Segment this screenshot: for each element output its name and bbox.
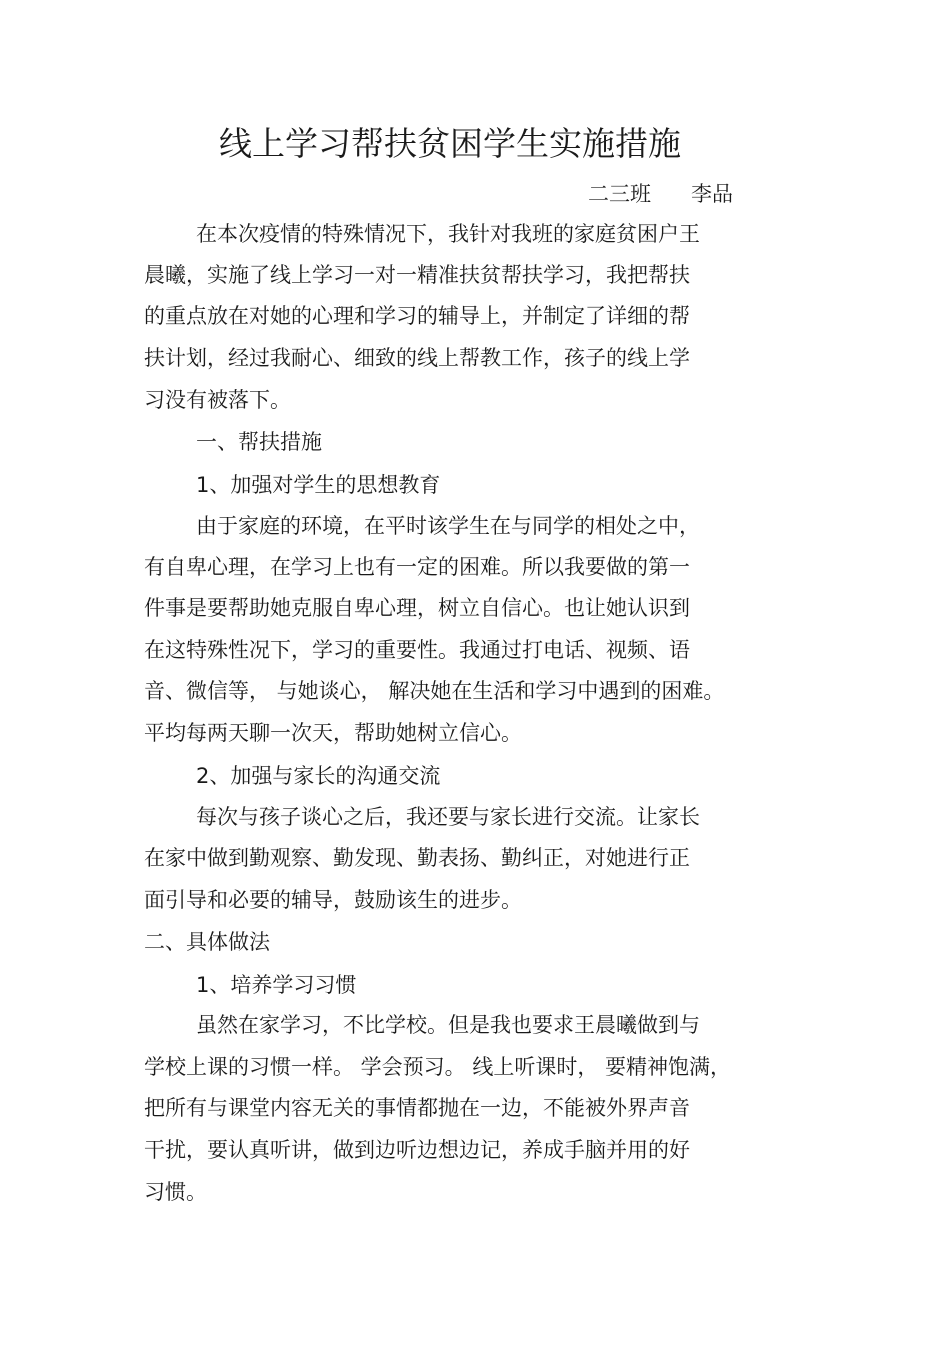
subsection-heading: 2、加强与家长的沟通交流 — [196, 764, 441, 788]
body-line: 面引导和必要的辅导，鼓励该生的进步。 — [144, 888, 522, 912]
section-heading: 一、帮扶措施 — [196, 430, 322, 454]
body-line: 习惯。 — [144, 1180, 207, 1204]
body-line: 学校上课的习惯一样。 学会预习。 线上听课时， 要精神饱满， — [144, 1055, 732, 1079]
body-line: 有自卑心理，在学习上也有一定的困难。所以我要做的第一 — [144, 555, 690, 579]
body-line: 虽然在家学习，不比学校。但是我也要求王晨曦做到与 — [196, 1013, 700, 1037]
author-line — [588, 178, 733, 210]
body-line: 每次与孩子谈心之后，我还要与家长进行交流。让家长 — [196, 805, 700, 829]
author-name: 李品 — [691, 182, 733, 206]
body-line: 的重点放在对她的心理和学习的辅导上，并制定了详细的帮 — [144, 304, 690, 328]
body-line: 晨曦，实施了线上学习一对一精准扶贫帮扶学习，我把帮扶 — [144, 263, 690, 287]
body-line: 由于家庭的环境，在平时该学生在与同学的相处之中， — [196, 514, 700, 538]
body-line: 在本次疫情的特殊情况下，我针对我班的家庭贫困户王 — [196, 222, 700, 246]
body-line: 在家中做到勤观察、勤发现、勤表扬、勤纠正，对她进行正 — [144, 846, 690, 870]
section-heading: 二、具体做法 — [144, 930, 270, 954]
body-line: 习没有被落下。 — [144, 388, 291, 412]
body-line: 干扰，要认真听讲，做到边听边想边记，养成手脑并用的好 — [144, 1138, 690, 1162]
author-class: 二三班 — [588, 182, 651, 206]
body-line: 件事是要帮助她克服自卑心理，树立自信心。也让她认识到 — [144, 596, 690, 620]
subsection-heading: 1、培养学习习惯 — [196, 973, 357, 997]
body-line: 音、微信等， 与她谈心， 解决她在生活和学习中遇到的困难。 — [144, 679, 725, 703]
document-title: 线上学习帮扶贫困学生实施措施 — [219, 124, 681, 163]
body-line: 扶计划，经过我耐心、细致的线上帮教工作，孩子的线上学 — [144, 346, 690, 370]
body-line: 平均每两天聊一次天，帮助她树立信心。 — [144, 721, 522, 745]
subsection-heading: 1、加强对学生的思想教育 — [196, 473, 441, 497]
body-line: 把所有与课堂内容无关的事情都抛在一边，不能被外界声音 — [144, 1096, 690, 1120]
body-line: 在这特殊性况下，学习的重要性。我通过打电话、视频、语 — [144, 638, 690, 662]
